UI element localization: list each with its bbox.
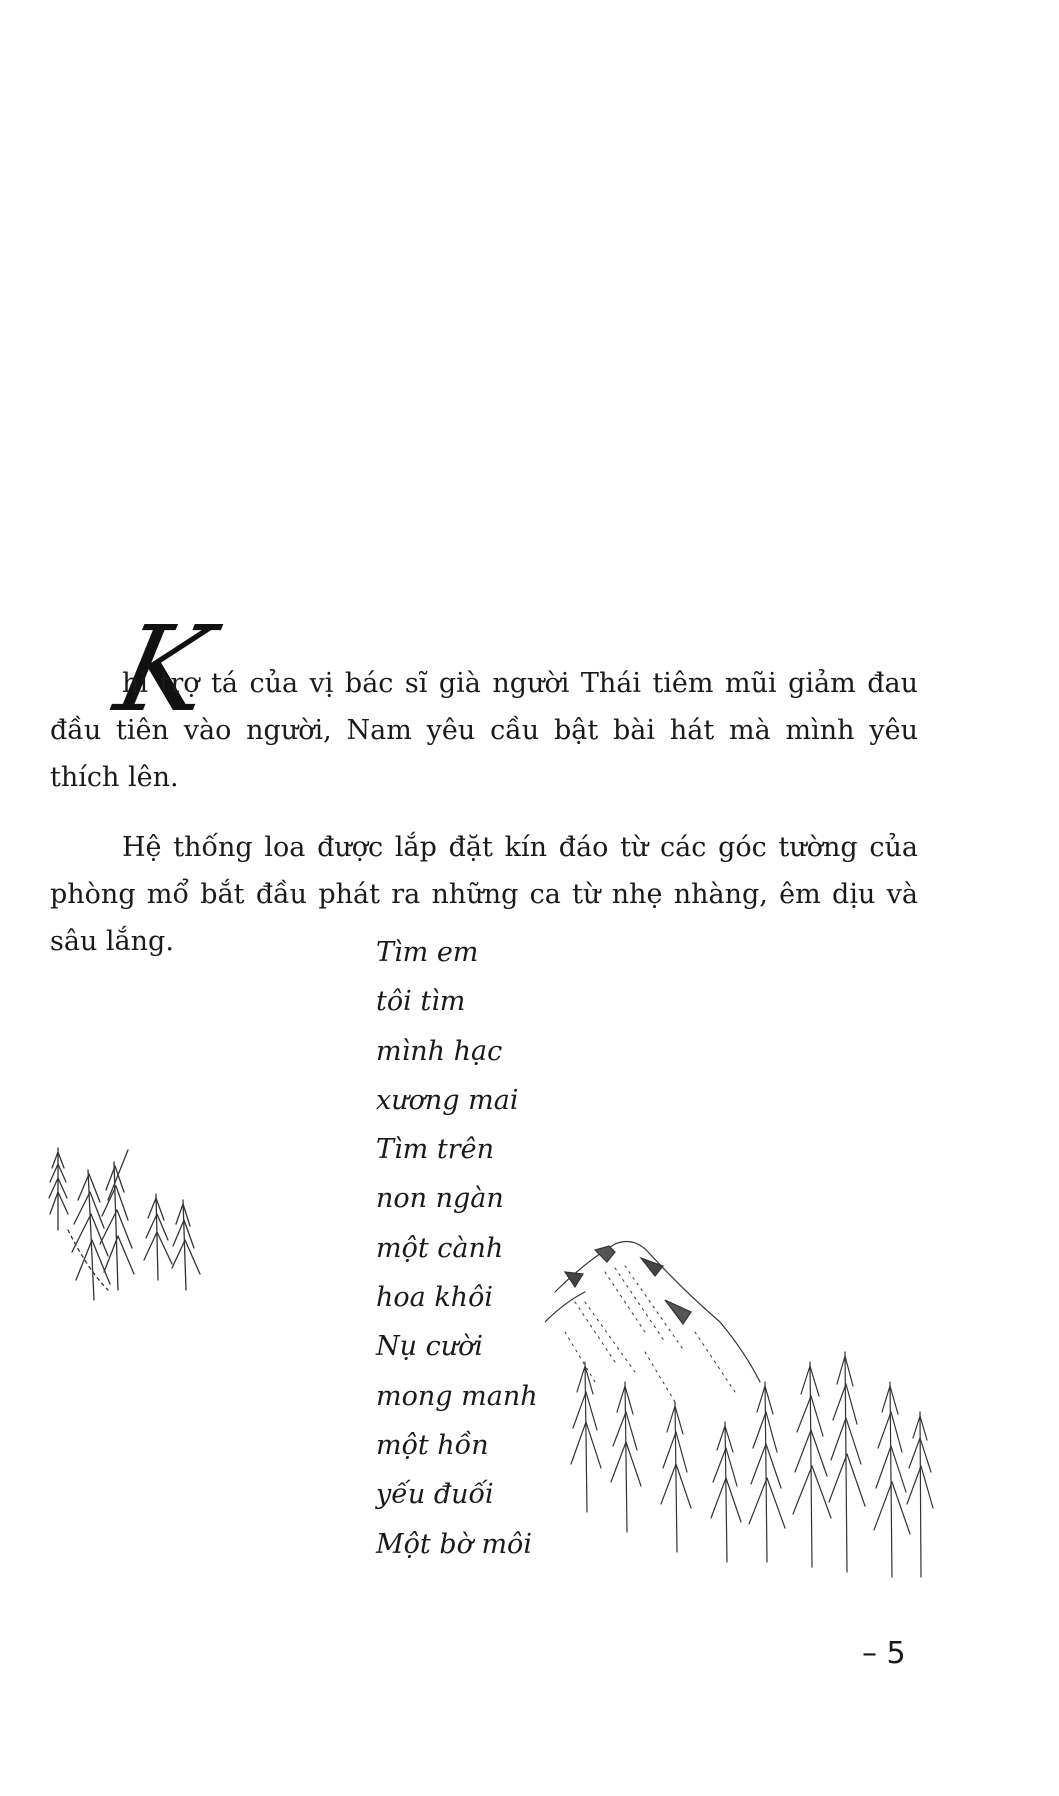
poem-line: non ngàn — [376, 1183, 504, 1215]
pine-trees-illustration — [48, 1140, 208, 1310]
poem-verse — [376, 928, 538, 1569]
poem-line: một cành — [376, 1232, 504, 1264]
poem-line: mong manh — [376, 1380, 538, 1412]
poem-line: hoa khôi — [376, 1282, 493, 1314]
poem-line: mình hạc — [376, 1035, 503, 1067]
poem-line: một hồn — [376, 1429, 489, 1461]
mountain-forest-illustration — [545, 1232, 935, 1582]
paragraph-1 — [50, 660, 918, 801]
poem-line: Nụ cười — [376, 1331, 483, 1363]
poem-line: yếu đuối — [376, 1479, 494, 1511]
poem-line: Tìm trên — [376, 1134, 494, 1166]
drop-cap: K — [105, 600, 223, 738]
paragraph-1-text: hi trợ tá của vị bác sĩ già người Thái tiêm mũi giảm đau đầu tiên vào người, Nam yêu cầu bật bài hát mà mình yêu thích lên. — [50, 668, 918, 793]
page-number: – 5 — [862, 1636, 906, 1671]
poem-line: Một bờ môi — [376, 1528, 532, 1560]
poem-line: Tìm em — [376, 937, 479, 968]
paragraph-2-text: Hệ thống loa được lắp đặt kín đáo từ các góc tường của phòng mổ bắt đầu phát ra những ca từ nhẹ nhàng, êm dịu và sâu lắng. — [50, 832, 918, 957]
poem-line: xương mai — [376, 1084, 519, 1116]
poem-line: tôi tìm — [376, 986, 466, 1018]
